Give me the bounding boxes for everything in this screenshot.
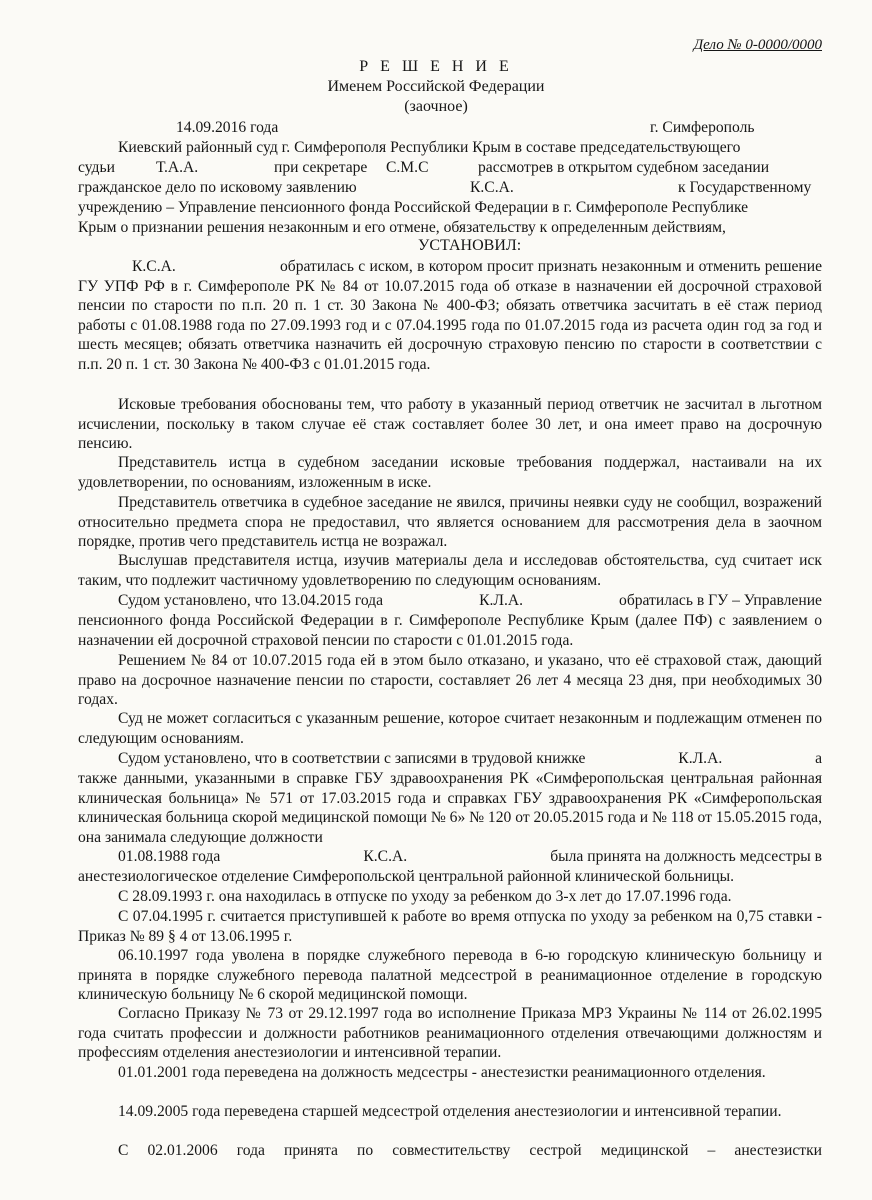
paragraph-15: 01.01.2001 года переведена на должность медсестры - анестезистки реанимационного отделения. [118,1064,766,1081]
intro-line-1: Киевский районный суд г. Симферополя Республики Крым в составе председательствующего [118,139,741,156]
document-page: Дело № 0-0000/0000 Р Е Ш Е Н И Е Именем Российской Федерации (заочное) 14.09.2016 года г. Симферополь Киевский районный суд г. Симферополя Республики Крым в составе председательствующего судьи Т.А.А. при секретаре С.М.С рассмотрев в открытом судебном заседании гражданское дело по исковому заявлению К.С.А. к Государственному учреждению – Управление пенсионного фонда Российской Федерации в г. Симферополе Республике Крым о признании решения незаконным и его отмене, обязательству к определенным действиям, УСТАНОВИЛ: К.С.А. обратилась с иском, в котором просит признать незаконным и отменить решение ГУ УПФ РФ в г. Симферополе РК № 84 от 10.07.2015 года об отказе в назначении ей досрочной страховой пенсии по старости по п.п. 20 п. 1 ст. 30 Закона № 400-ФЗ; обязать ответчика засчитать в её стаж период работы с 01.08.1988 года по 27.09.1993 год и с 07.04.1995 года по 01.07.2015 года из расчета один год за год и шесть месяцев; обязать ответчика назначить ей досрочную страховую пенсию по старости в соответствии с п.п. 20 п. 1 ст. 30 Закона № 400-ФЗ с 01.01.2015 года. Исковые требования обоснованы тем, что работу в указанный период ответчик не засчитал в льготном исчислении, поскольку в таком случае её стаж составляет более 30 лет, и она имеет право на досрочную пенсию. Представитель истца в судебном заседании исковые требования поддержал, настаивали на их удовлетворении, по основаниям, изложенным в иске. Представитель ответчика в судебное заседание не явился, причины неявки суду не сообщил, возражений относительно предмета спора не предоставил, что является основанием для рассмотрения дела в заочном порядке, против чего представитель истца не возражал. Выслушав представителя истца, изучив материалы дела и исследовав обстоятельства, суд считает иск таким, что подлежит частичному удовлетворению по следующим основаниям. Судом установлено, что 13.04.2015 года К.Л.А. обратилась в ГУ – Управление пенсионного фонда Российской Федерации в г. Симферополе Республике Крым (далее ПФ) с заявлением о назначении ей досрочной страховой пенсии по старости с 01.01.2015 года. Решением № 84 от 10.07.2015 года ей в этом было отказано, и указано, что её страховой стаж, дающий право на досрочное назначение пенсии по старости, составляет 26 лет 4 месяца 23 дня, при необходимых 30 годах. Суд не может согласиться с указанным решение, которое считает незаконным и подлежащим отменен по следующим основаниям. Судом установлено, что в соответствии с записями в трудовой книжке К.Л.А. а также данными, указанными в справке ГБУ здравоохранения РК «Симферопольская центральная районная клиническая больница» № 571 от 17.03.2015 года и справках ГБУ здравоохранения РК «Симферопольская клиническая больница скорой медицинской помощи № 6» № 120 от 20.05.2015 года и № 118 от 15.05.2015 года, она занимала следующие должности 01.08.1988 года К.С.А. была принята на должность медсестры в анестезиологическое отделение Симферопольской центральной районной клинической больницы. С 28.09.1993 г. она находилась в отпуске по уходу за ребенком до 3-х лет до 17.07.1996 года. С 07.04.1995 г. считается приступившей к работе во время отпуска по уходу за ребенком на 0,75 ставки - Приказ № 89 § 4 от 13.06.1995 г. 06.10.1997 года уволена в порядке служебного перевода в 6-ю городскую клиническую больницу и принята в порядке служебного перевода палатной медсестрой в реанимационное отделение в городскую клиническую больницу № 6 скорой медицинской помощи. Согласно Приказу № 73 от 29.12.1997 года во исполнение Приказа МРЗ Украины № 114 от 26.02.1995 года считать профессии и должности работников реанимационного отделения отвечающими должностям и профессиям отделения анестезиологии и интенсивной терапии. 01.01.2001 года переведена на должность медсестры - анестезистки реанимационного отделения. 14.09.2005 года переведена старшей медсестрой отделения анестезиологии и интенсивной терапии. С 02.01.2006 года принята по совместительству сестрой медицинской – анестезистки [0,0,872,1200]
document-subtitle: Именем Российской Федерации [327,78,545,95]
judge-name: Т.А.А. [156,159,199,176]
party-name: К.Л.А. [479,592,523,609]
paragraph-8: Суд не может согласиться с указанным решение, которое считает незаконным и подлежащим отменен по следующим основаниям. [78,710,822,747]
paragraph-14: Согласно Приказу № 73 от 29.12.1997 года во исполнение Приказа МРЗ Украины № 114 от 26.02.1995 года считать профессии и должности работников реанимационного отделения отвечающими должностям и профессиям отделения анестезиологии и интенсивной терапии. [78,1005,822,1062]
paragraph-11: С 28.09.1993 г. она находилась в отпуске по уходу за ребенком до 3-х лет до 17.07.1996 года. [118,888,732,905]
paragraph-17: С 02.01.2006 года принята по совместительству сестрой медицинской – анестезистки [118,1142,822,1159]
paragraph-10-line-1: 01.08.1988 года К.С.А. была принята на должность медсестры в [118,848,822,865]
paragraph-16: 14.09.2005 года переведена старшей медсестрой отделения анестезиологии и интенсивной терапии. [118,1103,782,1120]
paragraph-6: пенсионного фонда Российской Федерации в г. Симферополе Республике Крым (далее ПФ) с заявлением о назначении ей досрочной страховой пенсии по старости с 01.01.2015 года. [78,612,822,649]
party-name: К.Л.А. [678,750,723,767]
case-number: Дело № 0-0000/0000 [693,37,822,53]
decision-city: г. Симферополь [650,119,755,136]
established-heading: УСТАНОВИЛ: [418,237,522,254]
document-title: Р Е Ш Е Н И Е [359,58,513,75]
intro-line-4: учреждению – Управление пенсионного фонда Российской Федерации в г. Симферополе Республике [78,199,749,216]
paragraph-9-line-1: Судом установлено, что в соответствии с записями в трудовой книжке К.Л.А. а [118,750,822,767]
paragraph-13: 06.10.1997 года уволена в порядке служебного перевода в 6-ю городскую клиническую больницу и принята в порядке служебного перевода палатной медсестрой в реанимационное отделение в городскую клиническую больницу № 6 скорой медицинской помощи. [78,947,822,1004]
paragraph-4: Представитель ответчика в судебное заседание не явился, причины неявки суду не сообщил, возражений относительно предмета спора не предоставил, что является основанием для рассмотрения дела в заочном порядке, против чего представитель истца не возражал. [78,494,822,551]
paragraph-10: анестезиологическое отделение Симферопольской центральной районной клинической больницы. [78,868,735,885]
paragraph-9: также данными, указанными в справке ГБУ здравоохранения РК «Симферопольская центральная районная клиническая больница» № 571 от 17.03.2015 года и справках ГБУ здравоохранения РК «Симферопольская клиническая больница скорой медицинской помощи № 6» № 120 от 20.05.2015 года и № 118 от 15.05.2015 года, она занимала следующие должности [78,770,822,846]
paragraph-12: С 07.04.1995 г. считается приступившей к работе во время отпуска по уходу за ребенком на 0,75 ставки - Приказ № 89 § 4 от 13.06.1995 г. [78,908,822,945]
decision-date: 14.09.2016 года [176,119,279,136]
paragraph-5: Выслушав представителя истца, изучив материалы дела и исследовав обстоятельства, суд считает иск таким, что подлежит частичному удовлетворению по следующим основаниям. [78,552,822,589]
document-type: (заочное) [404,98,468,115]
paragraph-3: Представитель истца в судебном заседании исковые требования поддержал, настаивали на их удовлетворении, по основаниям, изложенным в иске. [78,454,822,491]
party-name: К.С.А. [132,258,176,275]
intro-line-5: Крым о признании решения незаконным и его отмене, обязательству к определенным действиям, [78,219,726,236]
paragraph-6-line-1: Судом установлено, что 13.04.2015 года К.Л.А. обратилась в ГУ – Управление [118,592,822,609]
plaintiff-name: К.С.А. [470,179,514,196]
paragraph-1: К.С.А. обратилась с иском, в котором просит признать незаконным и отменить решение ГУ УПФ РФ в г. Симферополе РК № 84 от 10.07.2015 года об отказе в назначении ей досрочной страховой пенсии по старости по п.п. 20 п. 1 ст. 30 Закона № 400-ФЗ; обязать ответчика засчитать в её стаж период работы с 01.08.1988 года по 27.09.1993 год и с 07.04.1995 года по 01.07.2015 года из расчета один год за год и шесть месяцев; обязать ответчика назначить ей досрочную страховую пенсию по старости в соответствии с п.п. 20 п. 1 ст. 30 Закона № 400-ФЗ с 01.01.2015 года. [78,258,822,373]
paragraph-2: Исковые требования обоснованы тем, что работу в указанный период ответчик не засчитал в льготном исчислении, поскольку в таком случае её стаж составляет более 30 лет, и она имеет право на досрочную пенсию. [78,396,822,453]
secretary-name: С.М.С [386,159,429,176]
party-name: К.С.А. [363,848,408,865]
paragraph-7: Решением № 84 от 10.07.2015 года ей в этом было отказано, и указано, что её страховой стаж, дающий право на досрочное назначение пенсии по старости, составляет 26 лет 4 месяца 23 дня, при необходимых 30 годах. [78,652,822,709]
